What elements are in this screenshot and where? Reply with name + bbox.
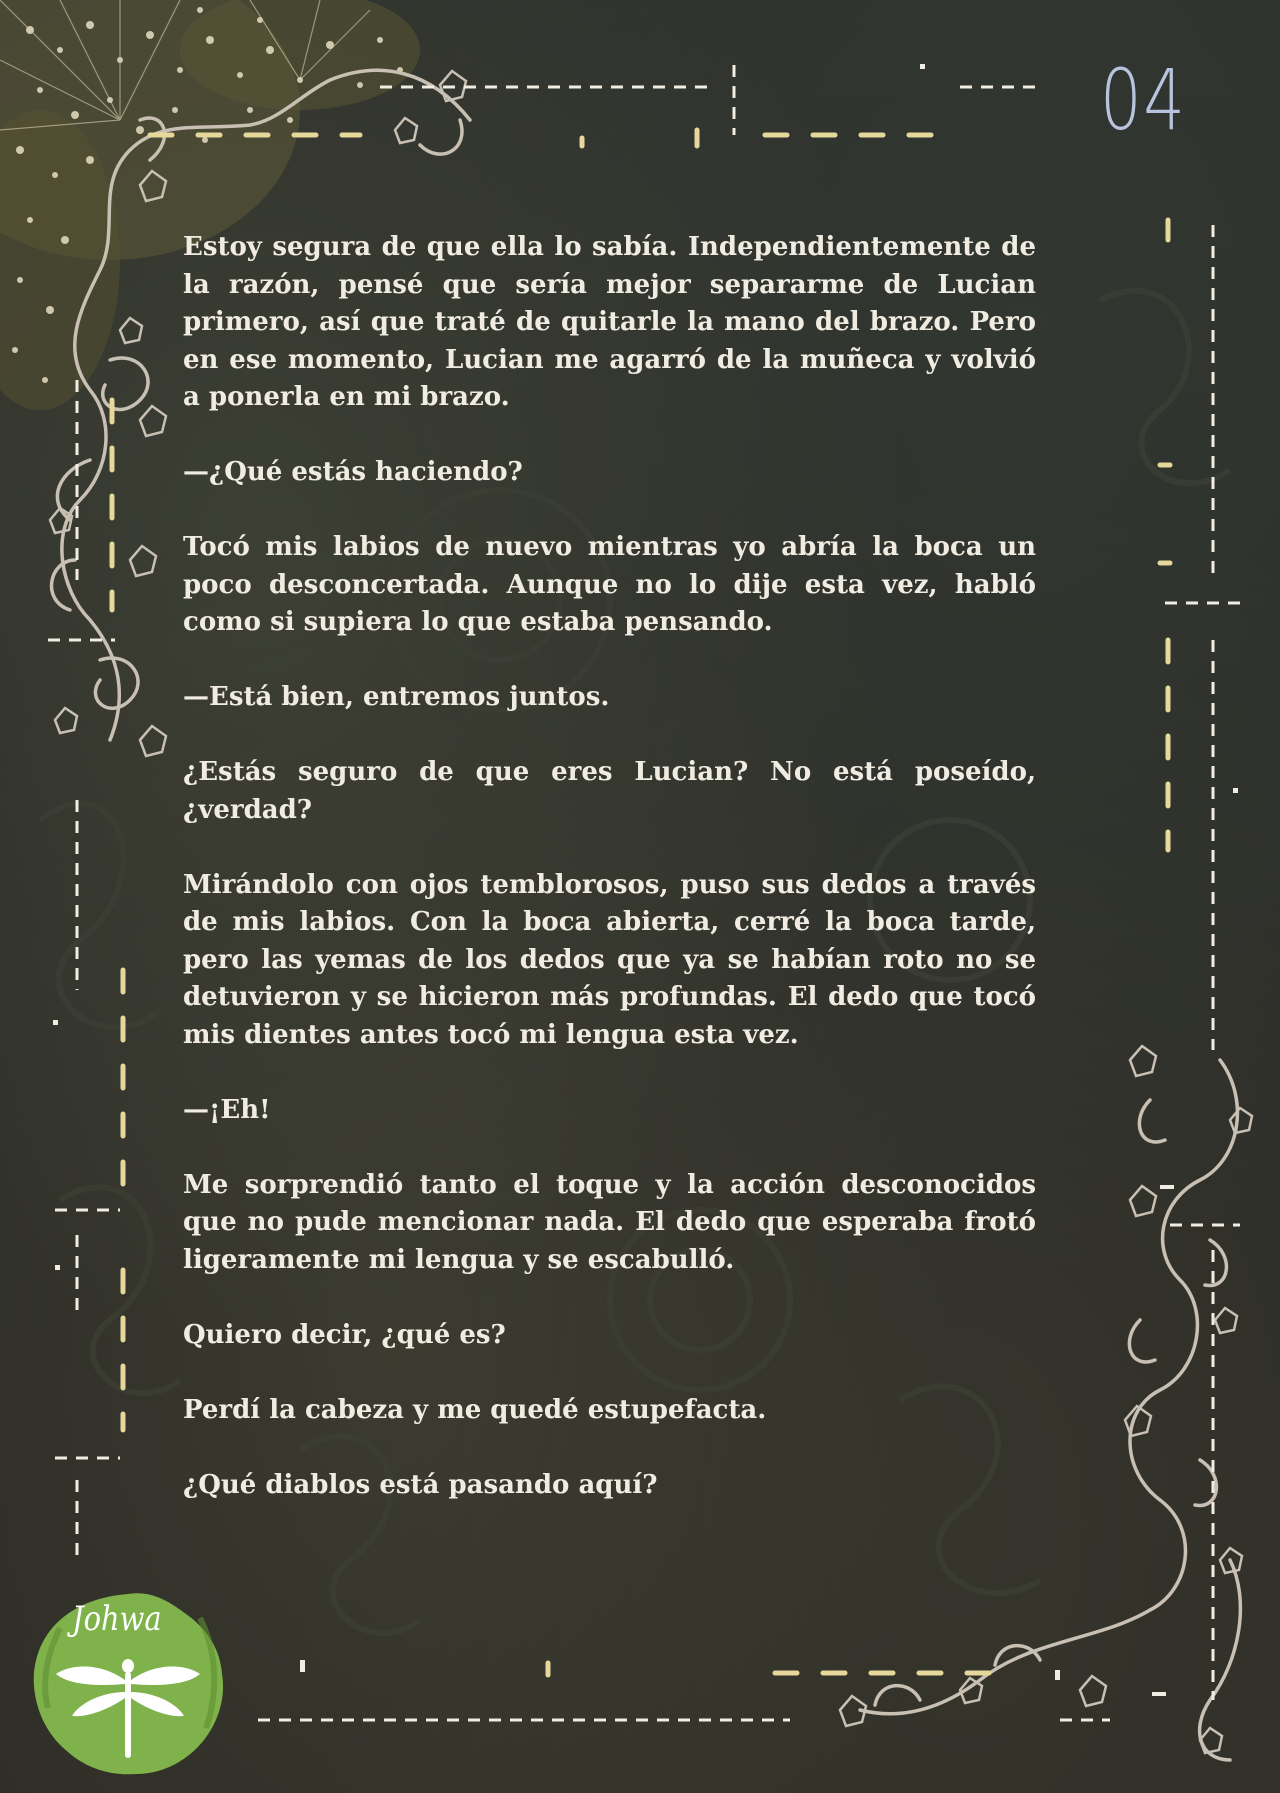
paragraph: ¿Qué diablos está pasando aquí? (183, 1469, 658, 1500)
paragraph: Me sorprendió tanto el toque y la acción desconocidos que no pude mencionar nada. El dedo que esperaba frotó ligeramente mi lengua y se escabulló. (183, 1169, 1036, 1275)
page-number: 04 (1100, 51, 1187, 149)
paragraph: ¿Estás seguro de que eres Lucian? No está poseído, ¿verdad? (183, 757, 1036, 825)
paragraph: Quiero decir, ¿qué es? (183, 1319, 506, 1350)
story-text (183, 229, 1036, 1542)
paragraph: Tocó mis labios de nuevo mientras yo abría la boca un poco desconcertada. Aunque no lo dije esta vez, habló como si supiera lo que estaba pensando. (183, 532, 1036, 637)
logo-text: Johwa (72, 1599, 162, 1639)
paragraph: Perdí la cabeza y me quedé estupefacta. (183, 1394, 767, 1425)
paragraph: Mirándolo con ojos temblorosos, puso sus dedos a través de mis labios. Con la boca abierta, cerré la boca tarde, pero las yemas de los dedos que ya se habían roto no se detuvieron y se hicieron más profundas. El dedo que tocó mis dientes antes tocó mi lengua esta vez. (183, 869, 1036, 1050)
paragraph: —¿Qué estás haciendo? (183, 457, 523, 487)
paragraph: Estoy segura de que ella lo sabía. Independientemente de la razón, pensé que sería mejor separarme de Lucian primero, así que traté de quitarle la mano del brazo. Pero en ese momento, Lucian me agarró de la muñeca y volvió a ponerla en mi brazo. (183, 232, 1036, 412)
paragraph: —Está bien, entremos juntos. (183, 682, 610, 712)
paragraph: —¡Eh! (183, 1094, 271, 1125)
